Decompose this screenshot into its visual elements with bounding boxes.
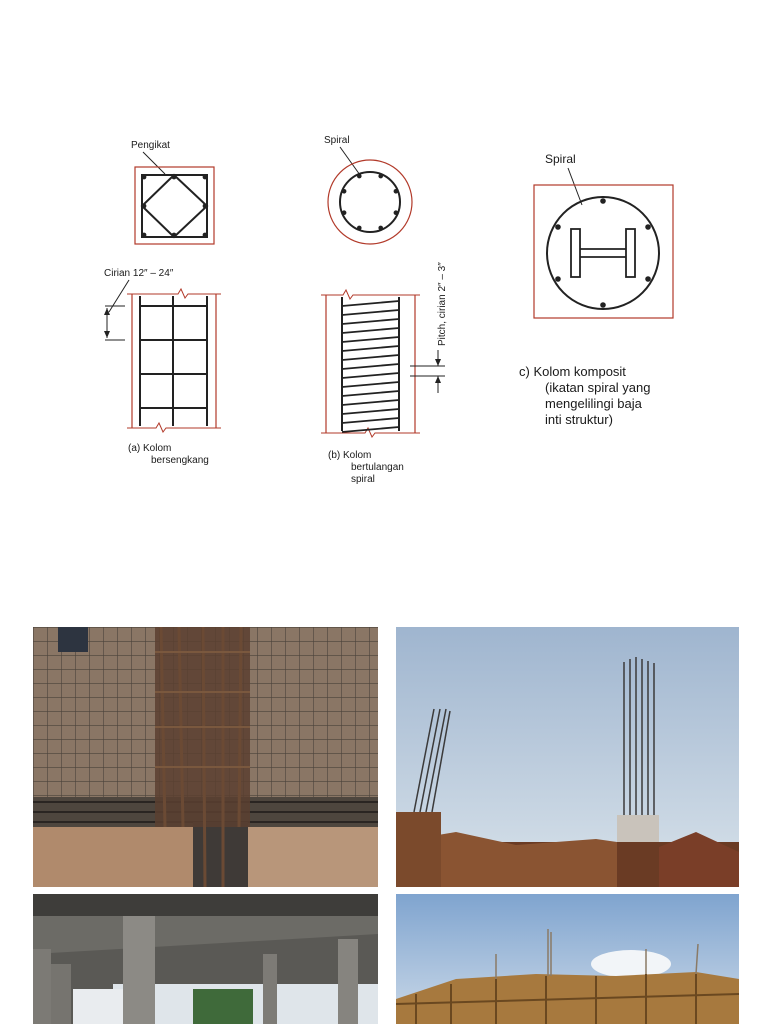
tied-column-diagram [95, 150, 225, 440]
photo-concrete-frame [33, 894, 378, 1024]
spiral-column-diagram [315, 145, 450, 445]
caption-a-line1: (a) Kolom [128, 443, 172, 454]
photo-rebar-slab [33, 627, 378, 887]
caption-b-line1: (b) Kolom [328, 450, 372, 461]
caption-b-line3: spiral [351, 474, 375, 485]
caption-b-line2: bertulangan [351, 462, 404, 473]
tie-label: Pengikat [131, 140, 170, 151]
caption-a-line2: bersengkang [151, 455, 209, 466]
caption-c-line3: mengelilingi baja [545, 396, 642, 411]
caption-c-line4: inti struktur) [545, 412, 613, 427]
photo-column-rebar-sky [396, 627, 739, 887]
caption-c-line1: c) Kolom komposit [519, 364, 626, 379]
photo-scaffolding [396, 894, 739, 1024]
spiral-label-c: Spiral [545, 152, 576, 166]
spacing-label: Cirian 12″ – 24″ [104, 268, 174, 279]
caption-c-line2: (ikatan spiral yang [545, 380, 651, 395]
composite-column-diagram [530, 165, 680, 325]
spiral-label-b: Spiral [324, 135, 350, 146]
pitch-label: Pitch, cirian 2″ – 3″ [437, 262, 448, 346]
